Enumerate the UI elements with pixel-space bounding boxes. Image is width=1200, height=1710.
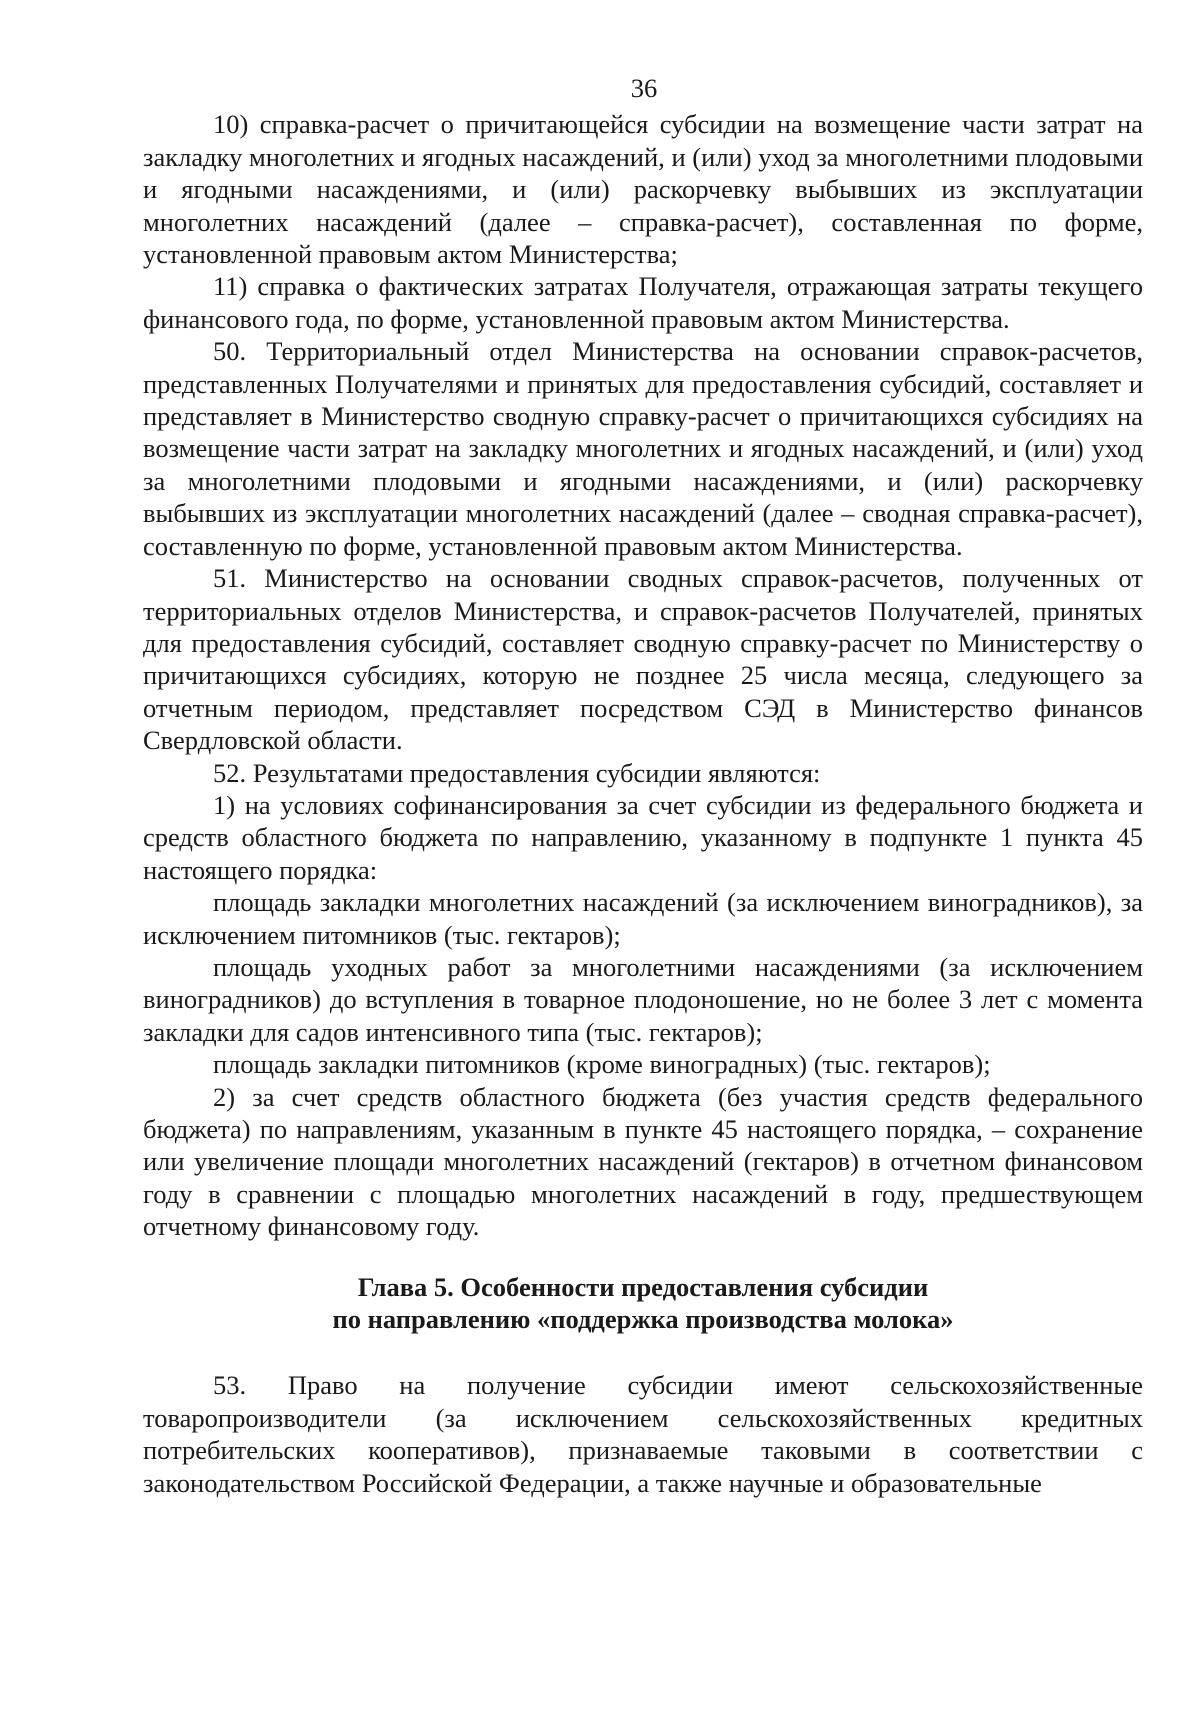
paragraph-clause-52: 52. Результатами предоставления субсидии являются: bbox=[213, 757, 821, 788]
paragraph-result-2: 2) за счет средств областного бюджета (без участия средств федерального бюджета) по направлениям, указанным в пункте 45 настоящего порядка, – сохранение или увеличение площади многолетних насаждений (гектаров) в отчетном финансовом году в сравнении с площадью многолетних насаждений в году, предшествующем отчетному финансовому году. bbox=[143, 1081, 1143, 1242]
chapter-title-line-2: по направлению «поддержка производства молока» bbox=[332, 1304, 954, 1335]
paragraph-clause-53: 53. Право на получение субсидии имеют сельскохозяйственные товаропроизводители (за исключением сельскохозяйственных кредитных потребительских кооперативов), признаваемые таковыми в соответствии с законодательством Российской Федерации, а также научные и образовательные bbox=[143, 1370, 1143, 1498]
paragraph-clause-51: 51. Министерство на основании сводных справок-расчетов, полученных от территориальных отделов Министерства, и справок-расчетов Получателей, принятых для предоставления субсидий, составляет сводную справку-расчет по Министерству о причитающихся субсидиях, которую не позднее 25 числа месяца, следующего за отчетным периодом, представляет посредством СЭД в Министерство финансов Свердловской области. bbox=[143, 563, 1143, 756]
chapter-title bbox=[143, 1271, 1143, 1336]
paragraph-indicator-planting: площадь закладки многолетних насаждений (за исключением виноградников), за исключением питомников (тыс. гектаров); bbox=[143, 887, 1143, 950]
paragraph-result-1: 1) на условиях софинансирования за счет субсидии из федерального бюджета и средств областного бюджета по направлению, указанному в подпункте 1 пункта 45 настоящего порядка: bbox=[143, 789, 1143, 885]
paragraph-item-11: 11) справка о фактических затратах Получателя, отражающая затраты текущего финансового года, по форме, установленной правовым актом Министерства. bbox=[143, 271, 1143, 334]
paragraph-clause-50: 50. Территориальный отдел Министерства на основании справок-расчетов, представленных Получателями и принятых для предоставления субсидий, составляет и представляет в Министерство сводную справку-расчет о причитающихся субсидиях на возмещение части затрат на закладку многолетних и ягодных насаждений, и (или) уход за многолетними плодовыми и ягодными насаждениями, и (или) раскорчевку выбывших из эксплуатации многолетних насаждений (далее – сводная справка-расчет), составленную по форме, установленной правовым актом Министерства. bbox=[143, 336, 1143, 561]
page-number: 36 bbox=[630, 73, 658, 103]
chapter-title-line-1: Глава 5. Особенности предоставления субсидии bbox=[357, 1271, 929, 1302]
paragraph-indicator-care: площадь уходных работ за многолетними насаждениями (за исключением виноградников) до вступления в товарное плодоношение, но не более 3 лет с момента закладки для садов интенсивного типа (тыс. гектаров); bbox=[143, 951, 1143, 1047]
paragraph-item-10: 10) справка-расчет о причитающейся субсидии на возмещение части затрат на закладку многолетних и ягодных насаждений, и (или) уход за многолетними плодовыми и ягодными насаждениями, и (или) раскорчевку выбывших из эксплуатации многолетних насаждений (далее – справка-расчет), составленная по форме, установленной правовым актом Министерства; bbox=[143, 109, 1143, 270]
paragraph-indicator-nurseries: площадь закладки питомников (кроме виноградных) (тыс. гектаров); bbox=[213, 1049, 991, 1080]
document-page bbox=[143, 72, 1143, 1499]
